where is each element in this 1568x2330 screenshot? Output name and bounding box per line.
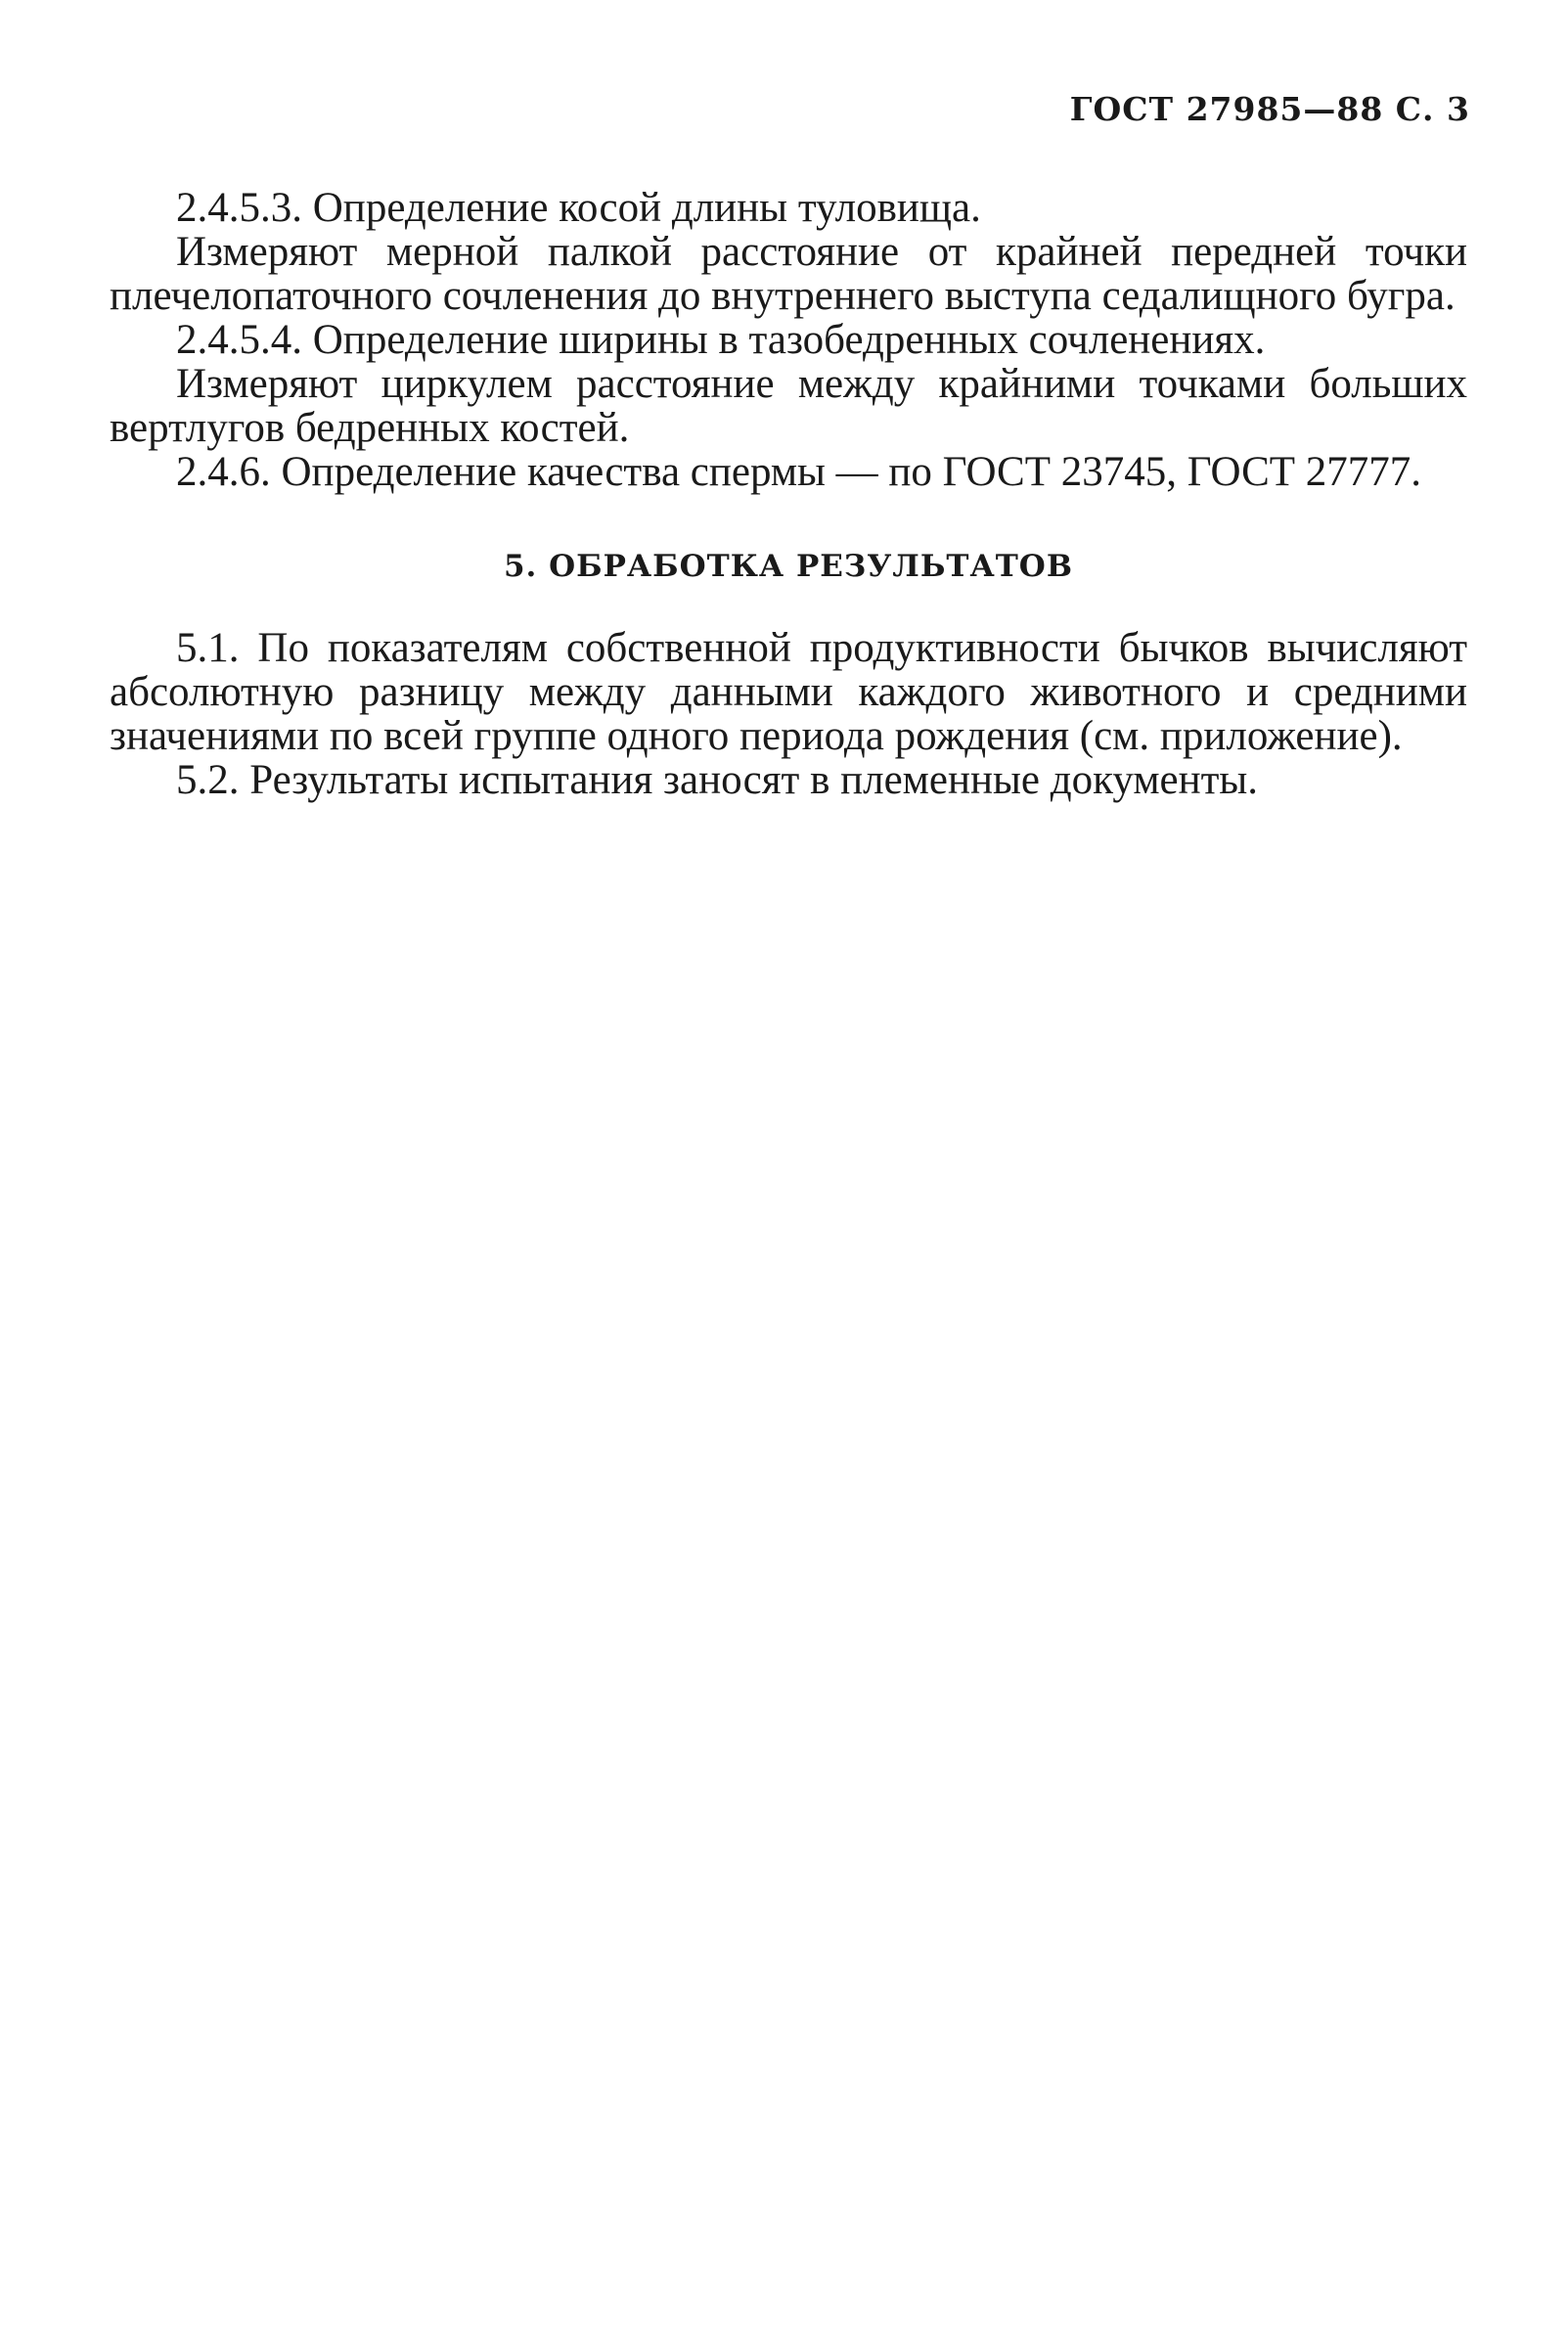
paragraph-2-4-5-3: 2.4.5.3. Определение косой длины туловища. [176, 185, 981, 231]
paragraph-oblique-length-method: Измеряют мерной палкой расстояние от крайней передней точки плечелопаточного сочленения до внутреннего выступа седалищного бугра. [110, 229, 1467, 319]
paragraph-hip-width-method: Измеряют циркулем расстояние между крайними точками больших вертлугов бедренных костей. [110, 361, 1467, 451]
paragraph-5-1: 5.1. По показателям собственной продуктивности бычков вычисляют абсолютную разницу между данными каждого животного и средними значениями по всей группе одного периода рождения (см. приложение). [110, 625, 1467, 759]
document-body [110, 186, 1467, 802]
section-heading: 5. ОБРАБОТКА РЕЗУЛЬТАТОВ [503, 549, 1074, 584]
running-header: ГОСТ 27985—88 С. 3 [1069, 90, 1470, 128]
paragraph-5-2: 5.2. Результаты испытания заносят в племенные документы. [176, 757, 1259, 803]
paragraph-2-4-5-4: 2.4.5.4. Определение ширины в тазобедренных сочленениях. [176, 317, 1266, 363]
paragraph-2-4-6: 2.4.6. Определение качества спермы — по ГОСТ 23745, ГОСТ 27777. [176, 449, 1422, 495]
